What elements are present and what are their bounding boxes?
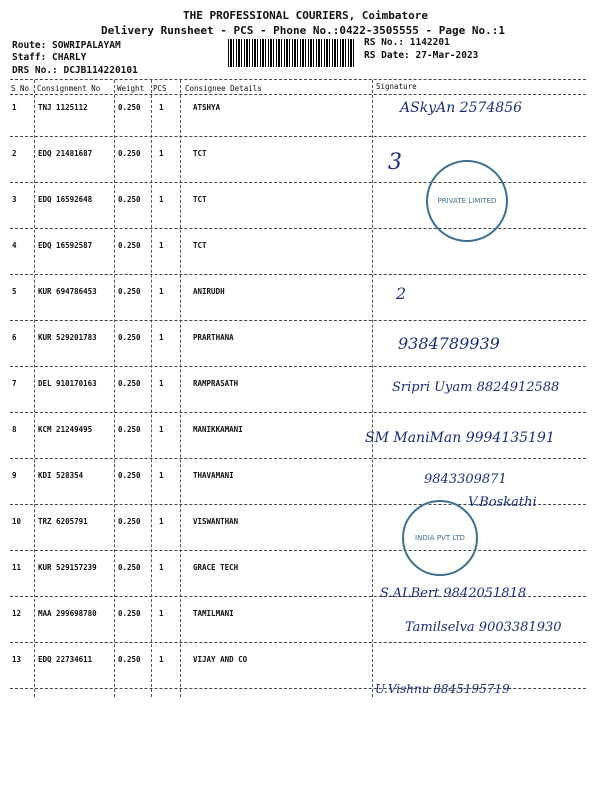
row-pcs: 1 (159, 563, 164, 572)
col-header-weight: Weight (117, 84, 145, 93)
row-sno: 9 (12, 471, 17, 480)
row-consignee: PRARTHANA (193, 333, 234, 342)
row-pcs: 1 (159, 241, 164, 250)
row-pcs: 1 (159, 517, 164, 526)
header-bottom-rule (10, 94, 586, 95)
row-separator (10, 366, 586, 367)
row-pcs: 1 (159, 149, 164, 158)
route-label: Route: SOWRIPALAYAM (12, 40, 121, 51)
row-separator (10, 228, 586, 229)
row-pcs: 1 (159, 425, 164, 434)
signature-row-1: ASkyAn 2574856 (400, 100, 523, 116)
row-sno: 6 (12, 333, 17, 342)
row-weight: 0.250 (118, 425, 141, 434)
row-sno: 10 (12, 517, 22, 526)
row-pcs: 1 (159, 471, 164, 480)
row-weight: 0.250 (118, 333, 141, 342)
row-consignee: VIJAY AND CO (193, 655, 248, 664)
row-pcs: 1 (159, 195, 164, 204)
row-consignment-no: EDQ 21481687 (38, 149, 93, 158)
staff-label: Staff: CHARLY (12, 52, 87, 63)
row-consignment-no: KUR 694786453 (38, 287, 97, 296)
row-consignee: GRACE TECH (193, 563, 239, 572)
row-separator (10, 274, 586, 275)
row-consignee: THAVAMANI (193, 471, 234, 480)
signature-row-11: S.ALBert 9842051818 (380, 586, 527, 601)
col-header-consignment: Consignment No (37, 84, 101, 93)
signature-row-8: SM ManiMan 9994135191 (365, 430, 555, 446)
row-weight: 0.250 (118, 103, 141, 112)
row-consignment-no: EDQ 16592587 (38, 241, 93, 250)
row-consignee: VISWANTHAN (193, 517, 239, 526)
row-consignee: TCT (193, 195, 207, 204)
row-consignment-no: DEL 910170163 (38, 379, 97, 388)
row-consignment-no: TNJ 1125112 (38, 103, 88, 112)
row-sno: 11 (12, 563, 22, 572)
row-weight: 0.250 (118, 195, 141, 204)
row-pcs: 1 (159, 655, 164, 664)
col-divider (180, 80, 181, 697)
row-consignment-no: TRZ 6205791 (38, 517, 88, 526)
company-title: THE PROFESSIONAL COURIERS, Coimbatore (183, 9, 429, 22)
row-pcs: 1 (159, 333, 164, 342)
col-divider (114, 80, 115, 697)
row-separator (10, 550, 586, 551)
row-sno: 12 (12, 609, 22, 618)
row-pcs: 1 (159, 379, 164, 388)
signature-row-13: U.Vishnu 8845195719 (375, 682, 510, 696)
col-divider (372, 80, 373, 697)
table-top-rule (10, 79, 586, 80)
row-separator (10, 642, 586, 643)
row-consignment-no: KCM 21249495 (38, 425, 93, 434)
row-consignee: ANIRUDH (193, 287, 225, 296)
row-sno: 5 (12, 287, 17, 296)
row-consignment-no: KUR 529157239 (38, 563, 97, 572)
col-header-pcs: PCS (153, 84, 167, 93)
row-weight: 0.250 (118, 241, 141, 250)
row-separator (10, 136, 586, 137)
row-consignment-no: KDI 528354 (38, 471, 84, 480)
signature-row-12: Tamilselva 9003381930 (405, 620, 562, 635)
row-consignee: RAMPRASATH (193, 379, 239, 388)
drs-number: DRS No.: DCJB114220101 (12, 65, 138, 76)
signature-mark-2: 2 (396, 284, 407, 303)
row-consignment-no: MAA 299698780 (38, 609, 97, 618)
signature-row-7: Sripri Uyam 8824912588 (392, 380, 560, 395)
row-weight: 0.250 (118, 563, 141, 572)
row-pcs: 1 (159, 103, 164, 112)
col-header-consignee: Consignee Details (185, 84, 262, 93)
row-sno: 8 (12, 425, 17, 434)
signature-row-9-phone: 9843309871 (424, 472, 507, 487)
company-stamp-2: INDIA PVT LTD (402, 500, 478, 576)
row-pcs: 1 (159, 287, 164, 296)
row-weight: 0.250 (118, 609, 141, 618)
row-consignment-no: KUR 529201783 (38, 333, 97, 342)
row-weight: 0.250 (118, 149, 141, 158)
row-consignment-no: EDQ 22734611 (38, 655, 93, 664)
row-weight: 0.250 (118, 287, 141, 296)
col-divider (151, 80, 152, 697)
row-weight: 0.250 (118, 517, 141, 526)
col-header-signature: Signature (376, 82, 417, 91)
row-sno: 7 (12, 379, 17, 388)
barcode (228, 39, 356, 67)
row-separator (10, 412, 586, 413)
signature-row-9-name: V.Boskathi (468, 495, 537, 510)
row-pcs: 1 (159, 609, 164, 618)
row-weight: 0.250 (118, 379, 141, 388)
row-sno: 1 (12, 103, 17, 112)
row-consignee: TAMILMANI (193, 609, 234, 618)
row-sno: 2 (12, 149, 17, 158)
row-consignment-no: EDQ 16592648 (38, 195, 93, 204)
row-consignee: MANIKKAMANI (193, 425, 243, 434)
signature-row-6: 9384789939 (398, 334, 500, 353)
row-sno: 4 (12, 241, 17, 250)
row-separator (10, 458, 586, 459)
rs-date: RS Date: 27-Mar-2023 (364, 50, 479, 61)
row-weight: 0.250 (118, 655, 141, 664)
row-weight: 0.250 (118, 471, 141, 480)
row-consignee: ATSHYA (193, 103, 221, 112)
row-consignee: TCT (193, 241, 207, 250)
company-stamp: PRIVATE LIMITED (426, 160, 508, 242)
signature-mark-3: 3 (388, 150, 402, 175)
col-divider (34, 80, 35, 697)
row-sno: 13 (12, 655, 22, 664)
row-sno: 3 (12, 195, 17, 204)
runsheet-title: Delivery Runsheet - PCS - Phone No.:0422-3505555 - Page No.:1 (101, 24, 505, 37)
row-separator (10, 320, 586, 321)
row-consignee: TCT (193, 149, 207, 158)
col-header-sno: S No (11, 84, 30, 93)
rs-number: RS No.: 1142201 (364, 37, 450, 48)
